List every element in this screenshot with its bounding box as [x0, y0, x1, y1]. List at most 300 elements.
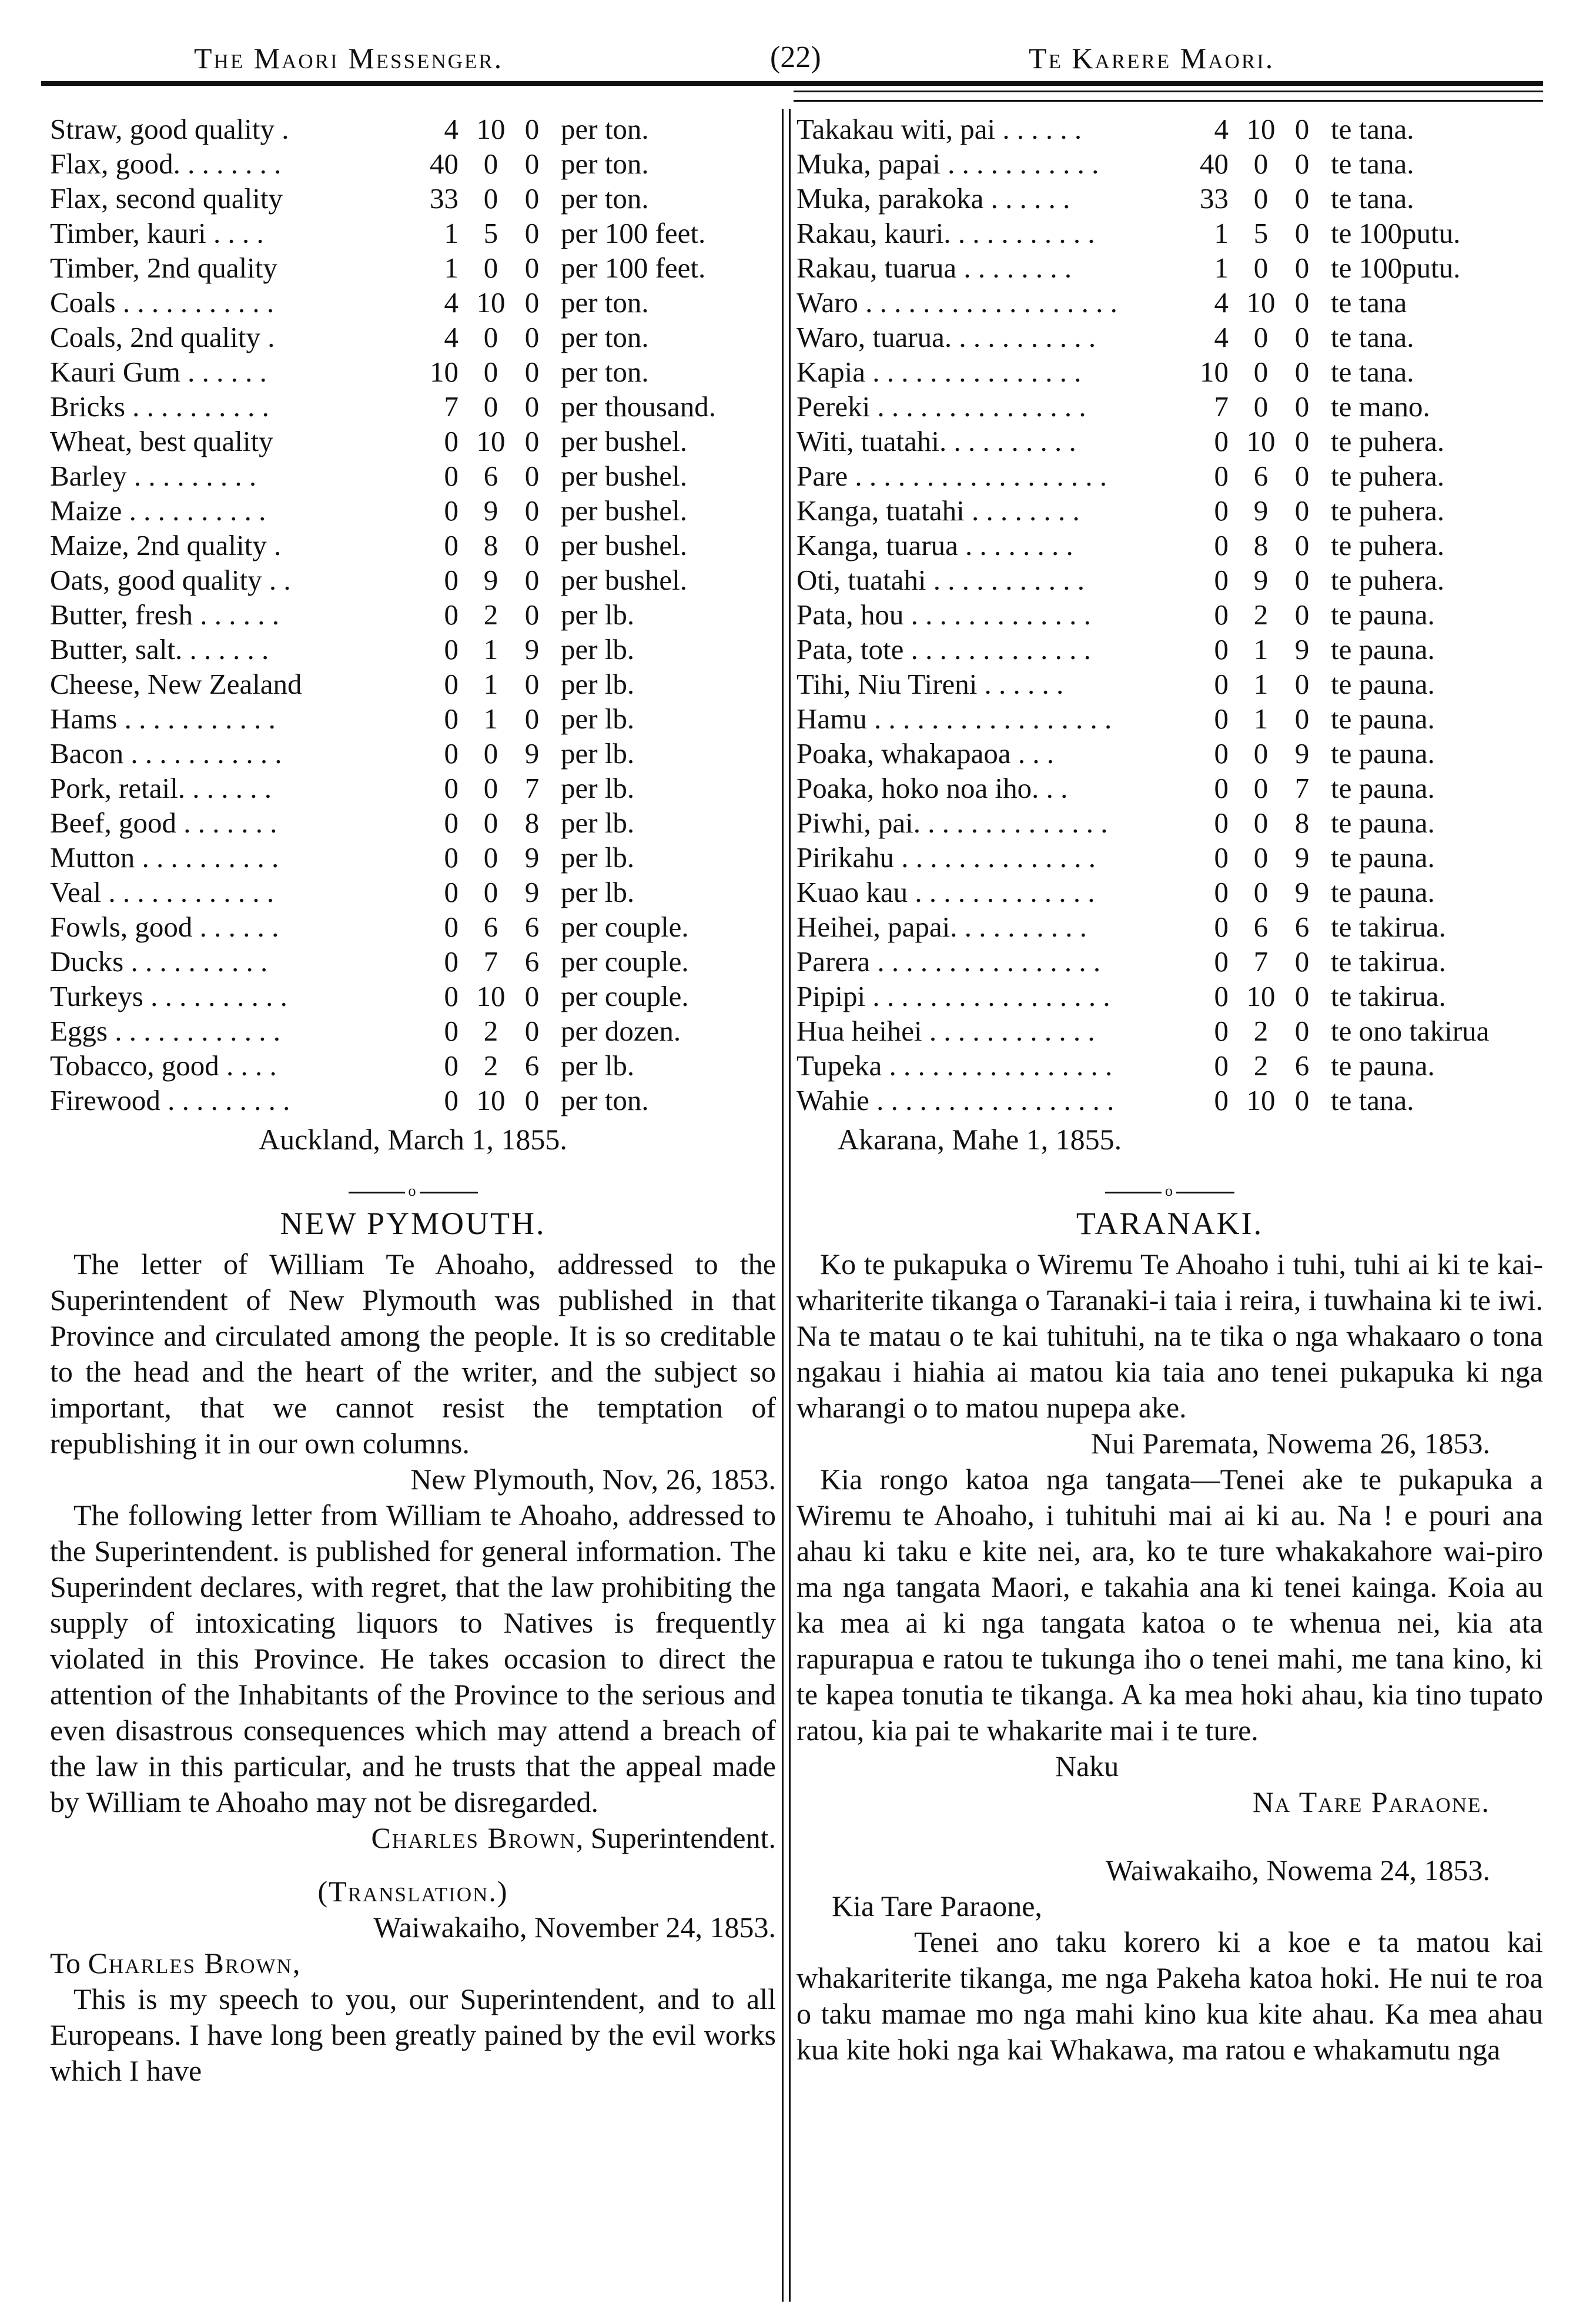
price-pence: 0 — [1294, 1084, 1310, 1116]
price-unit: per lb. — [561, 598, 635, 631]
english-letter-body: This is my speech to you, our Superintendent, and to all Europeans. I have long been greatly pained by the evil works which I have — [50, 1982, 776, 2087]
price-item: Hamu . . . . . . . . . . . . . . . . . — [796, 703, 1112, 735]
price-pounds: 0 — [1214, 980, 1229, 1012]
price-pounds: 0 — [444, 1049, 458, 1082]
price-unit: te pauna. — [1331, 668, 1435, 700]
price-item: Pipipi . . . . . . . . . . . . . . . . . — [796, 980, 1110, 1012]
price-pounds: 0 — [1214, 841, 1229, 874]
price-item: Takakau witi, pai . . . . . . — [796, 113, 1082, 145]
price-shillings: 8 — [483, 529, 498, 561]
price-unit: te puhera. — [1331, 529, 1445, 561]
price-pounds: 0 — [1214, 1049, 1229, 1082]
price-unit: per ton. — [561, 321, 649, 353]
price-row — [796, 216, 1543, 250]
price-unit: te tana. — [1331, 356, 1414, 388]
price-shillings: 10 — [476, 1084, 506, 1116]
header-maori-title: Te Karere Maori. — [1029, 42, 1275, 75]
price-item: Maize . . . . . . . . . . — [50, 494, 266, 527]
price-pounds: 4 — [444, 321, 458, 353]
price-item: Hua heihei . . . . . . . . . . . . — [796, 1015, 1095, 1047]
price-shillings: 0 — [483, 252, 498, 284]
price-unit: te 100putu. — [1331, 252, 1461, 284]
price-row — [796, 285, 1543, 320]
english-section-title: NEW PYMOUTH. — [280, 1206, 546, 1241]
price-pence: 0 — [524, 494, 540, 527]
section-divider — [349, 1182, 478, 1199]
price-unit: te tana. — [1331, 113, 1414, 145]
price-pence: 9 — [1294, 633, 1310, 666]
price-item: Wheat, best quality — [50, 425, 273, 457]
price-row — [50, 875, 776, 909]
price-pence: 0 — [524, 113, 540, 145]
maori-signature: Na Tare Paraone. — [1252, 1785, 1490, 1818]
price-pence: 9 — [524, 841, 540, 874]
price-row — [50, 979, 776, 1014]
translation-label: (Translation.) — [317, 1875, 508, 1908]
price-item: Poaka, hoko noa iho. . . — [796, 772, 1068, 804]
price-row — [50, 146, 776, 181]
price-item: Muka, parakoka . . . . . . — [796, 182, 1070, 215]
price-pence: 0 — [1294, 217, 1310, 249]
price-item: Fowls, good . . . . . . — [50, 911, 279, 943]
price-row — [50, 389, 776, 424]
price-item: Pereki . . . . . . . . . . . . . . . — [796, 390, 1086, 423]
price-shillings: 0 — [1253, 841, 1269, 874]
price-pounds: 7 — [444, 390, 458, 423]
price-pounds: 0 — [444, 772, 458, 804]
price-unit: te takirua. — [1331, 911, 1446, 943]
price-item: Butter, fresh . . . . . . — [50, 598, 279, 631]
price-row — [50, 216, 776, 250]
price-pence: 9 — [1294, 737, 1310, 770]
maori-notice: Kia rongo katoa nga tangata—Tenei ake te pukapuka a Wiremu te Ahoaho, i tuhituhi mai ai ki au. Na ! e pouri ana ahau ki taku e kite nei, ara, ko te ture whakakahore wai-piro ma nga tangata Maori, e takahia ana ki tenei kainga. Koia au ka mea ai ki nga tangata katoa o te whenua nei, kia ata rapurapua e ratou te tukunga iho o tenei mahi, me tana kino, ki te kapea tonutia te tikanga. A ka mea hoki ahau, kia tino tupato ratou, kia pai te whakarite mai i te ture. — [796, 1463, 1543, 1747]
divider-mark: o — [405, 1182, 420, 1200]
price-shillings: 0 — [1253, 807, 1269, 839]
price-item: Coals, 2nd quality . — [50, 321, 275, 353]
price-row — [50, 632, 776, 667]
price-shillings: 0 — [483, 737, 498, 770]
maori-salutation: Kia Tare Paraone, — [832, 1890, 1042, 1922]
price-unit: per lb. — [561, 737, 635, 770]
price-pence: 9 — [1294, 876, 1310, 908]
price-shillings: 1 — [1253, 703, 1269, 735]
price-item: Timber, 2nd quality — [50, 252, 277, 284]
price-row — [50, 840, 776, 875]
price-pounds: 0 — [1214, 807, 1229, 839]
section-divider — [1105, 1182, 1234, 1199]
price-pence: 0 — [1294, 945, 1310, 978]
price-pounds: 40 — [1200, 148, 1229, 180]
price-pounds: 4 — [1214, 286, 1229, 319]
price-item: Pirikahu . . . . . . . . . . . . . . — [796, 841, 1096, 874]
price-pounds: 0 — [444, 564, 458, 596]
price-shillings: 0 — [483, 841, 498, 874]
price-unit: per lb. — [561, 668, 635, 700]
price-pence: 0 — [524, 321, 540, 353]
price-item: Ducks . . . . . . . . . . — [50, 945, 268, 978]
price-row — [796, 112, 1543, 146]
price-unit: per lb. — [561, 876, 635, 908]
english-salutation — [50, 1945, 776, 1981]
price-shillings: 10 — [1246, 286, 1276, 319]
price-row — [796, 459, 1543, 493]
salutation-prefix: To — [50, 1947, 88, 1979]
price-item: Witi, tuatahi. . . . . . . . . . — [796, 425, 1076, 457]
price-unit: per lb. — [561, 772, 635, 804]
price-shillings: 9 — [1253, 564, 1269, 596]
price-unit: te tana. — [1331, 321, 1414, 353]
price-pence: 0 — [1294, 321, 1310, 353]
price-item: Kuao kau . . . . . . . . . . . . . — [796, 876, 1095, 908]
price-pounds: 0 — [1214, 633, 1229, 666]
price-unit: te ono takirua — [1331, 1015, 1490, 1047]
price-unit: te pauna. — [1331, 1049, 1435, 1082]
maori-column — [796, 112, 1543, 2068]
price-row — [796, 320, 1543, 355]
price-pence: 7 — [1294, 772, 1310, 804]
price-item: Cheese, New Zealand — [50, 668, 302, 700]
price-pounds: 0 — [1214, 668, 1229, 700]
price-row — [50, 424, 776, 459]
english-price-list — [50, 112, 776, 1118]
price-unit: per lb. — [561, 633, 635, 666]
price-pounds: 4 — [444, 286, 458, 319]
price-shillings: 1 — [1253, 633, 1269, 666]
price-row — [796, 528, 1543, 563]
price-shillings: 9 — [483, 564, 498, 596]
price-unit: per bushel. — [561, 460, 687, 492]
price-row — [796, 1014, 1543, 1048]
price-shillings: 10 — [476, 286, 506, 319]
price-shillings: 2 — [483, 598, 498, 631]
price-unit: te tana. — [1331, 1084, 1414, 1116]
price-shillings: 0 — [483, 148, 498, 180]
price-row — [796, 424, 1543, 459]
price-pounds: 0 — [1214, 529, 1229, 561]
price-unit: per lb. — [561, 1049, 635, 1082]
price-item: Pata, hou . . . . . . . . . . . . . — [796, 598, 1091, 631]
price-shillings: 6 — [1253, 460, 1269, 492]
price-item: Coals . . . . . . . . . . . — [50, 286, 275, 319]
divider-mark: o — [1162, 1182, 1176, 1200]
price-pence: 0 — [1294, 286, 1310, 319]
header-english-title: The Maori Messenger. — [194, 42, 504, 75]
price-row — [796, 632, 1543, 667]
price-pence: 0 — [1294, 598, 1310, 631]
price-item: Straw, good quality . — [50, 113, 289, 145]
page-header — [41, 35, 1543, 82]
price-unit: per couple. — [561, 945, 689, 978]
price-pounds: 0 — [444, 807, 458, 839]
price-item: Wahie . . . . . . . . . . . . . . . . . — [796, 1084, 1115, 1116]
price-pence: 0 — [1294, 703, 1310, 735]
price-item: Tobacco, good . . . . — [50, 1049, 277, 1082]
price-pence: 0 — [524, 1084, 540, 1116]
price-shillings: 0 — [483, 182, 498, 215]
price-pence: 6 — [1294, 1049, 1310, 1082]
price-pounds: 33 — [430, 182, 458, 215]
price-pence: 8 — [1294, 807, 1310, 839]
price-row — [796, 944, 1543, 979]
price-row — [796, 736, 1543, 771]
column-divider-inner — [789, 109, 791, 2302]
price-unit: te takirua. — [1331, 980, 1446, 1012]
price-pence: 0 — [1294, 529, 1310, 561]
price-item: Kapia . . . . . . . . . . . . . . . — [796, 356, 1082, 388]
price-shillings: 10 — [476, 113, 506, 145]
price-row — [796, 667, 1543, 701]
price-pounds: 0 — [444, 1084, 458, 1116]
price-item: Waro . . . . . . . . . . . . . . . . . . — [796, 286, 1117, 319]
price-pence: 0 — [1294, 113, 1310, 145]
price-row — [796, 701, 1543, 736]
price-shillings: 0 — [1253, 772, 1269, 804]
price-item: Pare . . . . . . . . . . . . . . . . . . — [796, 460, 1107, 492]
price-pounds: 0 — [444, 494, 458, 527]
price-pence: 0 — [524, 529, 540, 561]
price-row — [796, 181, 1543, 216]
price-unit: per thousand. — [561, 390, 716, 423]
price-pence: 0 — [524, 356, 540, 388]
price-pence: 9 — [1294, 841, 1310, 874]
price-unit: per lb. — [561, 841, 635, 874]
price-pounds: 0 — [1214, 564, 1229, 596]
price-pounds: 0 — [444, 703, 458, 735]
price-row — [50, 771, 776, 805]
price-unit: per 100 feet. — [561, 252, 706, 284]
price-unit: te pauna. — [1331, 807, 1435, 839]
price-pounds: 1 — [1214, 252, 1229, 284]
price-unit: per ton. — [561, 113, 649, 145]
english-place-date: New Plymouth, Nov, 26, 1853. — [410, 1463, 776, 1496]
price-shillings: 0 — [1253, 321, 1269, 353]
price-row — [50, 909, 776, 944]
price-pounds: 0 — [444, 425, 458, 457]
price-shillings: 0 — [1253, 182, 1269, 215]
price-row — [796, 771, 1543, 805]
price-unit: te 100putu. — [1331, 217, 1461, 249]
price-pounds: 0 — [444, 737, 458, 770]
price-unit: te pauna. — [1331, 841, 1435, 874]
price-shillings: 2 — [1253, 598, 1269, 631]
maori-letter-date: Waiwakaiho, Nowema 24, 1853. — [1105, 1854, 1490, 1887]
price-unit: per bushel. — [561, 494, 687, 527]
price-pence: 0 — [1294, 182, 1310, 215]
price-item: Beef, good . . . . . . . — [50, 807, 277, 839]
column-divider — [782, 109, 784, 2302]
price-pence: 0 — [524, 564, 540, 596]
price-shillings: 0 — [483, 390, 498, 423]
price-shillings: 0 — [1253, 876, 1269, 908]
price-item: Oti, tuatahi . . . . . . . . . . . — [796, 564, 1085, 596]
price-pence: 6 — [524, 911, 540, 943]
price-shillings: 9 — [483, 494, 498, 527]
price-shillings: 5 — [1253, 217, 1269, 249]
price-item: Eggs . . . . . . . . . . . . — [50, 1015, 280, 1047]
english-notice: The following letter from William te Ahoaho, addressed to the Superintendent. is published for general information. The Superindent declares, with regret, that the law prohibiting the supply of intoxicating liquors to Natives is frequently violated in this Province. He takes occasion to direct the attention of the Inhabitants of the Province to the serious and even disastrous consequences which may attend a breach of the law in this particular, and he trusts that the appeal made by William te Ahoaho may not be disregarded. — [50, 1499, 776, 1818]
price-row — [50, 944, 776, 979]
price-pence: 0 — [1294, 390, 1310, 423]
price-unit: per 100 feet. — [561, 217, 706, 249]
price-pence: 0 — [1294, 148, 1310, 180]
price-item: Mutton . . . . . . . . . . — [50, 841, 279, 874]
price-shillings: 1 — [483, 703, 498, 735]
price-row — [50, 493, 776, 528]
price-pounds: 10 — [430, 356, 458, 388]
price-pence: 9 — [524, 633, 540, 666]
price-pence: 0 — [524, 252, 540, 284]
price-unit: per ton. — [561, 182, 649, 215]
price-shillings: 10 — [1246, 425, 1276, 457]
price-shillings: 2 — [483, 1049, 498, 1082]
price-pence: 0 — [1294, 564, 1310, 596]
page-number: (22) — [770, 41, 821, 74]
price-pence: 0 — [1294, 460, 1310, 492]
price-shillings: 10 — [1246, 113, 1276, 145]
price-item: Rakau, tuarua . . . . . . . . — [796, 252, 1072, 284]
price-shillings: 6 — [1253, 911, 1269, 943]
price-item: Flax, second quality — [50, 182, 283, 215]
maori-section-title: TARANAKI. — [1076, 1206, 1264, 1241]
price-unit: per lb. — [561, 807, 635, 839]
maori-dateline: Akarana, Mahe 1, 1855. — [838, 1123, 1122, 1156]
salutation-name: Charles Brown, — [88, 1947, 302, 1979]
price-pence: 6 — [524, 945, 540, 978]
price-item: Timber, kauri . . . . — [50, 217, 264, 249]
price-pounds: 0 — [1214, 425, 1229, 457]
price-pounds: 1 — [444, 217, 458, 249]
price-pence: 0 — [524, 217, 540, 249]
price-shillings: 0 — [1253, 148, 1269, 180]
price-shillings: 1 — [1253, 668, 1269, 700]
price-pence: 7 — [524, 772, 540, 804]
price-shillings: 6 — [483, 911, 498, 943]
price-item: Kanga, tuatahi . . . . . . . . — [796, 494, 1080, 527]
price-unit: te mano. — [1331, 390, 1430, 423]
price-row — [796, 1048, 1543, 1083]
price-pounds: 0 — [444, 980, 458, 1012]
price-row — [50, 528, 776, 563]
price-row — [50, 667, 776, 701]
price-row — [50, 181, 776, 216]
price-shillings: 2 — [1253, 1049, 1269, 1082]
price-pounds: 0 — [1214, 494, 1229, 527]
price-item: Heihei, papai. . . . . . . . . . — [796, 911, 1087, 943]
price-pounds: 10 — [1200, 356, 1229, 388]
price-item: Veal . . . . . . . . . . . . — [50, 876, 275, 908]
price-pence: 9 — [524, 876, 540, 908]
price-item: Butter, salt. . . . . . . — [50, 633, 269, 666]
price-unit: te pauna. — [1331, 703, 1435, 735]
price-unit: te tana — [1331, 286, 1407, 319]
price-shillings: 5 — [483, 217, 498, 249]
price-unit: per ton. — [561, 356, 649, 388]
price-pounds: 4 — [444, 113, 458, 145]
price-unit: per bushel. — [561, 529, 687, 561]
price-pounds: 1 — [1214, 217, 1229, 249]
signature-title: , Superintendent. — [575, 1821, 776, 1854]
price-pence: 0 — [524, 668, 540, 700]
price-unit: te puhera. — [1331, 564, 1445, 596]
price-row — [50, 1048, 776, 1083]
price-pounds: 0 — [444, 876, 458, 908]
price-row — [50, 250, 776, 285]
price-unit: te takirua. — [1331, 945, 1446, 978]
price-item: Piwhi, pai. . . . . . . . . . . . . . — [796, 807, 1108, 839]
price-row — [796, 909, 1543, 944]
price-unit: per lb. — [561, 703, 635, 735]
price-pounds: 0 — [1214, 737, 1229, 770]
price-pounds: 0 — [1214, 460, 1229, 492]
price-row — [796, 355, 1543, 389]
price-shillings: 7 — [1253, 945, 1269, 978]
price-item: Waro, tuarua. . . . . . . . . . . — [796, 321, 1096, 353]
price-pence: 0 — [524, 286, 540, 319]
price-item: Bacon . . . . . . . . . . . — [50, 737, 282, 770]
price-unit: per ton. — [561, 1084, 649, 1116]
price-item: Bricks . . . . . . . . . . — [50, 390, 269, 423]
right-column-rule — [794, 91, 1543, 92]
price-row — [796, 875, 1543, 909]
price-item: Parera . . . . . . . . . . . . . . . . — [796, 945, 1101, 978]
price-pounds: 0 — [1214, 1015, 1229, 1047]
price-unit: te pauna. — [1331, 633, 1435, 666]
price-row — [796, 146, 1543, 181]
price-row — [796, 1083, 1543, 1118]
price-pence: 0 — [524, 980, 540, 1012]
price-item: Muka, papai . . . . . . . . . . . — [796, 148, 1099, 180]
price-pounds: 0 — [444, 529, 458, 561]
price-item: Kauri Gum . . . . . . — [50, 356, 267, 388]
price-shillings: 1 — [483, 633, 498, 666]
price-shillings: 0 — [1253, 737, 1269, 770]
price-pounds: 7 — [1214, 390, 1229, 423]
price-unit: te puhera. — [1331, 494, 1445, 527]
price-pence: 0 — [524, 425, 540, 457]
price-pence: 9 — [524, 737, 540, 770]
maori-naku: Naku — [1055, 1750, 1119, 1783]
price-pounds: 4 — [1214, 113, 1229, 145]
price-shillings: 0 — [1253, 252, 1269, 284]
price-row — [50, 1083, 776, 1118]
price-pence: 0 — [1294, 1015, 1310, 1047]
price-shillings: 0 — [483, 876, 498, 908]
price-pounds: 0 — [444, 1015, 458, 1047]
price-row — [50, 459, 776, 493]
price-row — [796, 805, 1543, 840]
price-pence: 0 — [524, 460, 540, 492]
price-pence: 0 — [524, 598, 540, 631]
price-unit: per dozen. — [561, 1015, 681, 1047]
price-row — [50, 1014, 776, 1048]
price-shillings: 2 — [1253, 1015, 1269, 1047]
maori-price-list — [796, 112, 1543, 1118]
price-row — [796, 563, 1543, 597]
price-unit: te pauna. — [1331, 737, 1435, 770]
price-shillings: 9 — [1253, 494, 1269, 527]
price-shillings: 8 — [1253, 529, 1269, 561]
header-rule — [41, 81, 1543, 86]
price-row — [50, 805, 776, 840]
price-shillings: 10 — [476, 425, 506, 457]
price-shillings: 6 — [483, 460, 498, 492]
price-pounds: 4 — [1214, 321, 1229, 353]
price-pounds: 0 — [1214, 598, 1229, 631]
price-row — [50, 285, 776, 320]
price-shillings: 10 — [1246, 1084, 1276, 1116]
price-pounds: 0 — [444, 460, 458, 492]
price-item: Tupeka . . . . . . . . . . . . . . . . — [796, 1049, 1113, 1082]
